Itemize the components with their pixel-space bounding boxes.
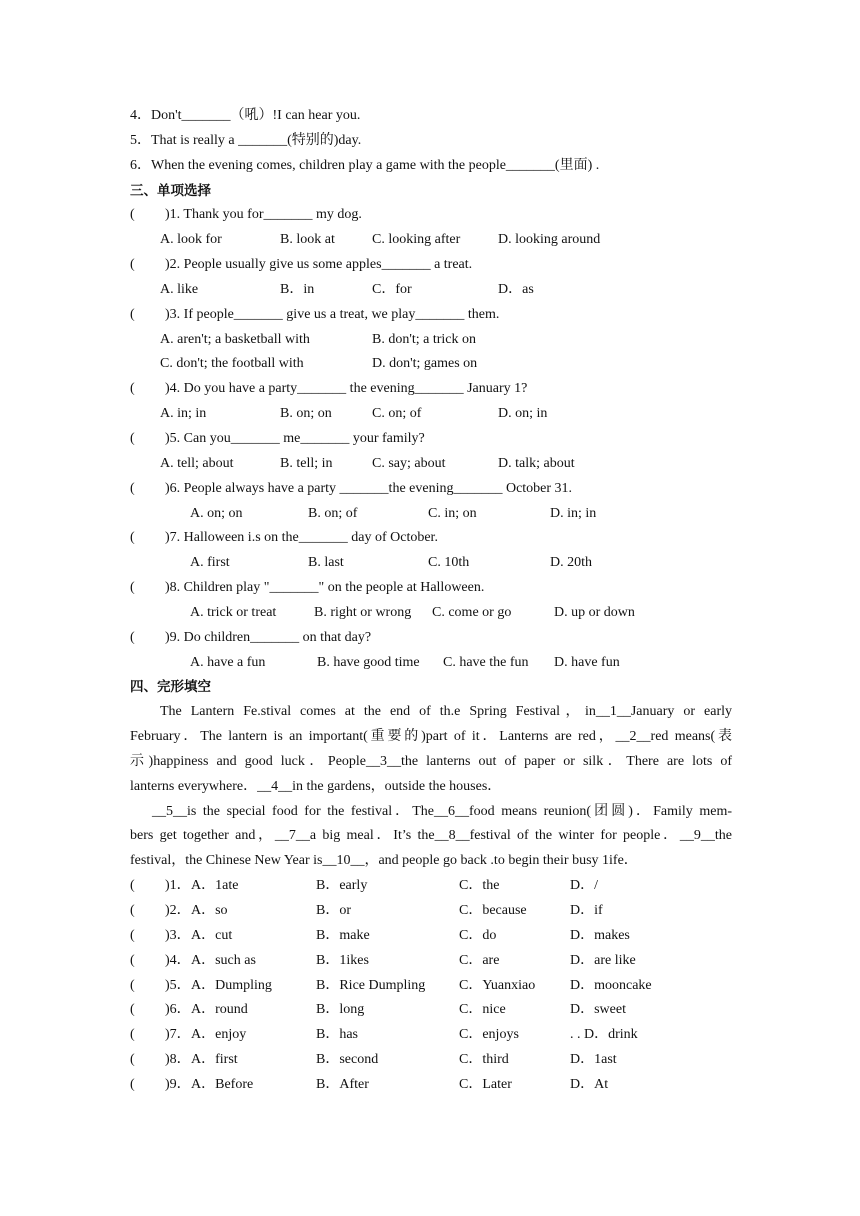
option-choice[interactable]: A. aren't; a basketball with bbox=[160, 331, 310, 347]
options-row bbox=[130, 228, 732, 253]
option-choice[interactable]: A．cut bbox=[191, 927, 233, 943]
question-number: )3． bbox=[165, 927, 191, 943]
cloze-question-row bbox=[130, 874, 732, 899]
option-choice[interactable]: C．Later bbox=[459, 1076, 512, 1092]
cloze-question-row bbox=[130, 974, 732, 999]
option-choice[interactable]: C. have the fun bbox=[443, 654, 529, 670]
option-choice[interactable]: C. looking after bbox=[372, 232, 461, 248]
answer-blank-open: ( bbox=[130, 207, 135, 223]
question-stem: )1. Thank you for_______ my dog. bbox=[165, 207, 362, 223]
option-choice[interactable]: C．for bbox=[372, 281, 412, 297]
question-stem: )5. Can you_______ me_______ your family? bbox=[165, 430, 425, 446]
worksheet-content bbox=[130, 104, 732, 1098]
option-choice[interactable]: D. in; in bbox=[550, 505, 597, 521]
option-choice[interactable]: B．early bbox=[316, 878, 368, 894]
option-choice[interactable]: B．Rice Dumpling bbox=[316, 977, 426, 993]
option-choice[interactable]: A. first bbox=[190, 555, 230, 571]
options-row bbox=[130, 651, 732, 676]
option-choice[interactable]: B. right or wrong bbox=[314, 604, 412, 620]
question-row bbox=[130, 203, 732, 228]
answer-blank-open: ( bbox=[130, 903, 135, 918]
option-choice[interactable]: A. have a fun bbox=[190, 654, 266, 670]
option-choice[interactable]: C．the bbox=[459, 878, 500, 894]
option-choice[interactable]: B. have good time bbox=[317, 654, 420, 670]
option-choice[interactable]: D．if bbox=[570, 903, 603, 918]
option-choice[interactable]: C. in; on bbox=[428, 505, 477, 521]
answer-blank-open: ( bbox=[130, 480, 135, 496]
option-choice[interactable]: D．1ast bbox=[570, 1052, 617, 1068]
cloze-question-row bbox=[130, 998, 732, 1023]
answer-blank-open: ( bbox=[130, 1002, 135, 1018]
question-number: )8． bbox=[165, 1052, 191, 1068]
question-row bbox=[130, 526, 732, 551]
option-choice[interactable]: C．do bbox=[459, 927, 497, 943]
question-number: )5． bbox=[165, 977, 191, 993]
question-row bbox=[130, 626, 732, 651]
option-choice[interactable]: C. don't; the football with bbox=[160, 356, 304, 372]
option-choice[interactable]: C. come or go bbox=[432, 604, 512, 620]
option-choice[interactable]: C．enjoys bbox=[459, 1027, 519, 1043]
passage-line: lanterns everywhere．__4__in the gardens，outside the houses． bbox=[130, 778, 502, 794]
option-choice[interactable]: D．sweet bbox=[570, 1002, 626, 1018]
single-choice-questions bbox=[130, 203, 732, 675]
answer-blank-open: ( bbox=[130, 1052, 135, 1068]
option-choice[interactable]: B. tell; in bbox=[280, 455, 333, 471]
options-row bbox=[130, 328, 732, 353]
option-choice[interactable]: A. on; on bbox=[190, 505, 243, 521]
fill-in-item-4: 4．Don't_______（吼）!I can hear you. bbox=[130, 108, 361, 123]
question-stem: )8. Children play "_______" on the people at Halloween. bbox=[165, 580, 485, 596]
option-choice[interactable]: C. on; of bbox=[372, 406, 422, 422]
answer-blank-open: ( bbox=[130, 257, 135, 273]
question-stem: )4. Do you have a party_______ the evening_______ January 1? bbox=[165, 381, 528, 397]
answer-blank-open: ( bbox=[130, 952, 135, 968]
option-choice[interactable]: A．Before bbox=[191, 1076, 254, 1092]
passage-line: The Lantern Fe.stival comes at the end of th.e Spring Festival，in__1__January or early bbox=[160, 704, 732, 720]
option-choice[interactable]: D. up or down bbox=[554, 604, 635, 620]
option-choice[interactable]: A．enjoy bbox=[191, 1027, 247, 1043]
option-choice[interactable]: D．makes bbox=[570, 927, 630, 943]
question-number: )6． bbox=[165, 1002, 191, 1018]
answer-blank-open: ( bbox=[130, 977, 135, 993]
question-row bbox=[130, 477, 732, 502]
fill-in-item-6: 6．When the evening comes, children play a game with the people_______(里面) . bbox=[130, 157, 600, 173]
option-choice[interactable]: B. on; of bbox=[308, 505, 358, 521]
cloze-question-row bbox=[130, 924, 732, 949]
option-choice[interactable]: D. don't; games on bbox=[372, 356, 478, 372]
option-choice[interactable]: D．are like bbox=[570, 952, 636, 968]
passage-line: festival，the Chinese New Year is__10__，and people go back .to begin their busy 1ife． bbox=[130, 853, 638, 869]
options-row bbox=[130, 402, 732, 427]
question-number: )4． bbox=[165, 952, 191, 968]
options-row bbox=[130, 502, 732, 527]
option-choice[interactable]: A. trick or treat bbox=[190, 604, 277, 620]
option-choice[interactable]: D．mooncake bbox=[570, 977, 652, 993]
options-row bbox=[130, 352, 732, 377]
option-choice[interactable]: A．1ate bbox=[191, 878, 239, 894]
passage-line: 示)happiness and good luck．People__3__the lanterns out of paper or silk．There are lots of bbox=[130, 753, 732, 769]
option-choice[interactable]: . . D．drink bbox=[570, 1027, 638, 1043]
cloze-question-row bbox=[130, 949, 732, 974]
option-choice[interactable]: B．make bbox=[316, 927, 370, 943]
question-stem: )7. Halloween i.s on the_______ day of October. bbox=[165, 530, 438, 546]
cloze-question-row bbox=[130, 1048, 732, 1073]
answer-blank-open: ( bbox=[130, 1027, 135, 1043]
section-4-title: 四、完形填空 bbox=[130, 679, 211, 696]
cloze-question-row bbox=[130, 1023, 732, 1048]
passage-line: bers get together and，__7__a big meal．It’s the__8__festival of the winter for people．__9__the bbox=[130, 828, 732, 844]
options-row bbox=[130, 452, 732, 477]
option-choice[interactable]: A．first bbox=[191, 1052, 238, 1068]
answer-blank-open: ( bbox=[130, 306, 135, 322]
option-choice[interactable]: B. on; on bbox=[280, 406, 332, 422]
answer-blank-open: ( bbox=[130, 580, 135, 596]
passage-line: February．The lantern is an important(重要的)part of it．Lanterns are red，__2__red means(表 bbox=[130, 729, 732, 745]
question-row bbox=[130, 576, 732, 601]
option-choice[interactable]: B．After bbox=[316, 1076, 369, 1092]
question-number: )7． bbox=[165, 1027, 191, 1043]
option-choice[interactable]: B. don't; a trick on bbox=[372, 331, 477, 347]
option-choice[interactable]: A. in; in bbox=[160, 406, 207, 422]
option-choice[interactable]: D．/ bbox=[570, 878, 598, 894]
question-row bbox=[130, 427, 732, 452]
option-choice[interactable]: A．such as bbox=[191, 952, 256, 968]
options-row bbox=[130, 278, 732, 303]
option-choice[interactable]: B．second bbox=[316, 1052, 379, 1068]
option-choice[interactable]: D. talk; about bbox=[498, 455, 575, 471]
question-stem: )2. People usually give us some apples_______ a treat. bbox=[165, 257, 473, 273]
option-choice[interactable]: C．nice bbox=[459, 1002, 506, 1018]
question-stem: )9. Do children_______ on that day? bbox=[165, 629, 372, 645]
cloze-question-row bbox=[130, 899, 732, 924]
question-row bbox=[130, 253, 732, 278]
cloze-question-row bbox=[130, 1073, 732, 1098]
option-choice[interactable]: D. 20th bbox=[550, 555, 592, 571]
answer-blank-open: ( bbox=[130, 381, 135, 397]
option-choice[interactable]: B．has bbox=[316, 1027, 358, 1043]
option-choice[interactable]: B．long bbox=[316, 1002, 365, 1018]
option-choice[interactable]: D．At bbox=[570, 1076, 609, 1092]
question-row bbox=[130, 377, 732, 402]
option-choice[interactable]: B．or bbox=[316, 903, 351, 918]
answer-blank-open: ( bbox=[130, 629, 135, 645]
answer-blank-open: ( bbox=[130, 530, 135, 546]
option-choice[interactable]: A．Dumpling bbox=[191, 977, 272, 993]
options-row bbox=[130, 551, 732, 576]
option-choice[interactable]: C．third bbox=[459, 1052, 509, 1068]
question-stem: )6. People always have a party _______the evening_______ October 31. bbox=[165, 480, 573, 496]
option-choice[interactable]: C. 10th bbox=[428, 555, 470, 571]
question-number: )9． bbox=[165, 1076, 191, 1092]
option-choice[interactable]: A．round bbox=[191, 1002, 248, 1018]
question-number: )1． bbox=[165, 878, 191, 894]
options-row bbox=[130, 601, 732, 626]
fill-in-item-5: 5．That is really a _______(特别的)day. bbox=[130, 132, 362, 148]
option-choice[interactable]: D. on; in bbox=[498, 406, 548, 422]
option-choice[interactable]: B．in bbox=[280, 281, 315, 297]
option-choice[interactable]: A．so bbox=[191, 903, 228, 918]
option-choice[interactable]: D. looking around bbox=[498, 232, 601, 248]
answer-blank-open: ( bbox=[130, 927, 135, 943]
option-choice[interactable]: A. look for bbox=[160, 232, 222, 248]
section-3-title: 三、单项选择 bbox=[130, 182, 211, 199]
cloze-questions bbox=[130, 874, 732, 1098]
question-row bbox=[130, 303, 732, 328]
passage-line: __5__is the special food for the festival．The__6__food means reunion(团圆)．Family mem- bbox=[152, 803, 732, 819]
question-stem: )3. If people_______ give us a treat, we play_______ them. bbox=[165, 306, 500, 322]
option-choice[interactable]: C. say; about bbox=[372, 455, 446, 471]
option-choice[interactable]: D. have fun bbox=[554, 654, 620, 670]
option-choice[interactable]: B. last bbox=[308, 555, 344, 571]
option-choice[interactable]: B. look at bbox=[280, 232, 335, 248]
answer-blank-open: ( bbox=[130, 430, 135, 446]
option-choice[interactable]: D．as bbox=[498, 281, 534, 297]
question-number: )2． bbox=[165, 903, 191, 918]
option-choice[interactable]: C．are bbox=[459, 952, 500, 968]
answer-blank-open: ( bbox=[130, 878, 135, 894]
option-choice[interactable]: B．1ikes bbox=[316, 952, 369, 968]
option-choice[interactable]: C．Yuanxiao bbox=[459, 977, 536, 993]
option-choice[interactable]: C．because bbox=[459, 903, 527, 918]
option-choice[interactable]: A. like bbox=[160, 281, 199, 297]
option-choice[interactable]: A. tell; about bbox=[160, 455, 234, 471]
cloze-passage bbox=[130, 700, 732, 874]
answer-blank-open: ( bbox=[130, 1076, 135, 1092]
